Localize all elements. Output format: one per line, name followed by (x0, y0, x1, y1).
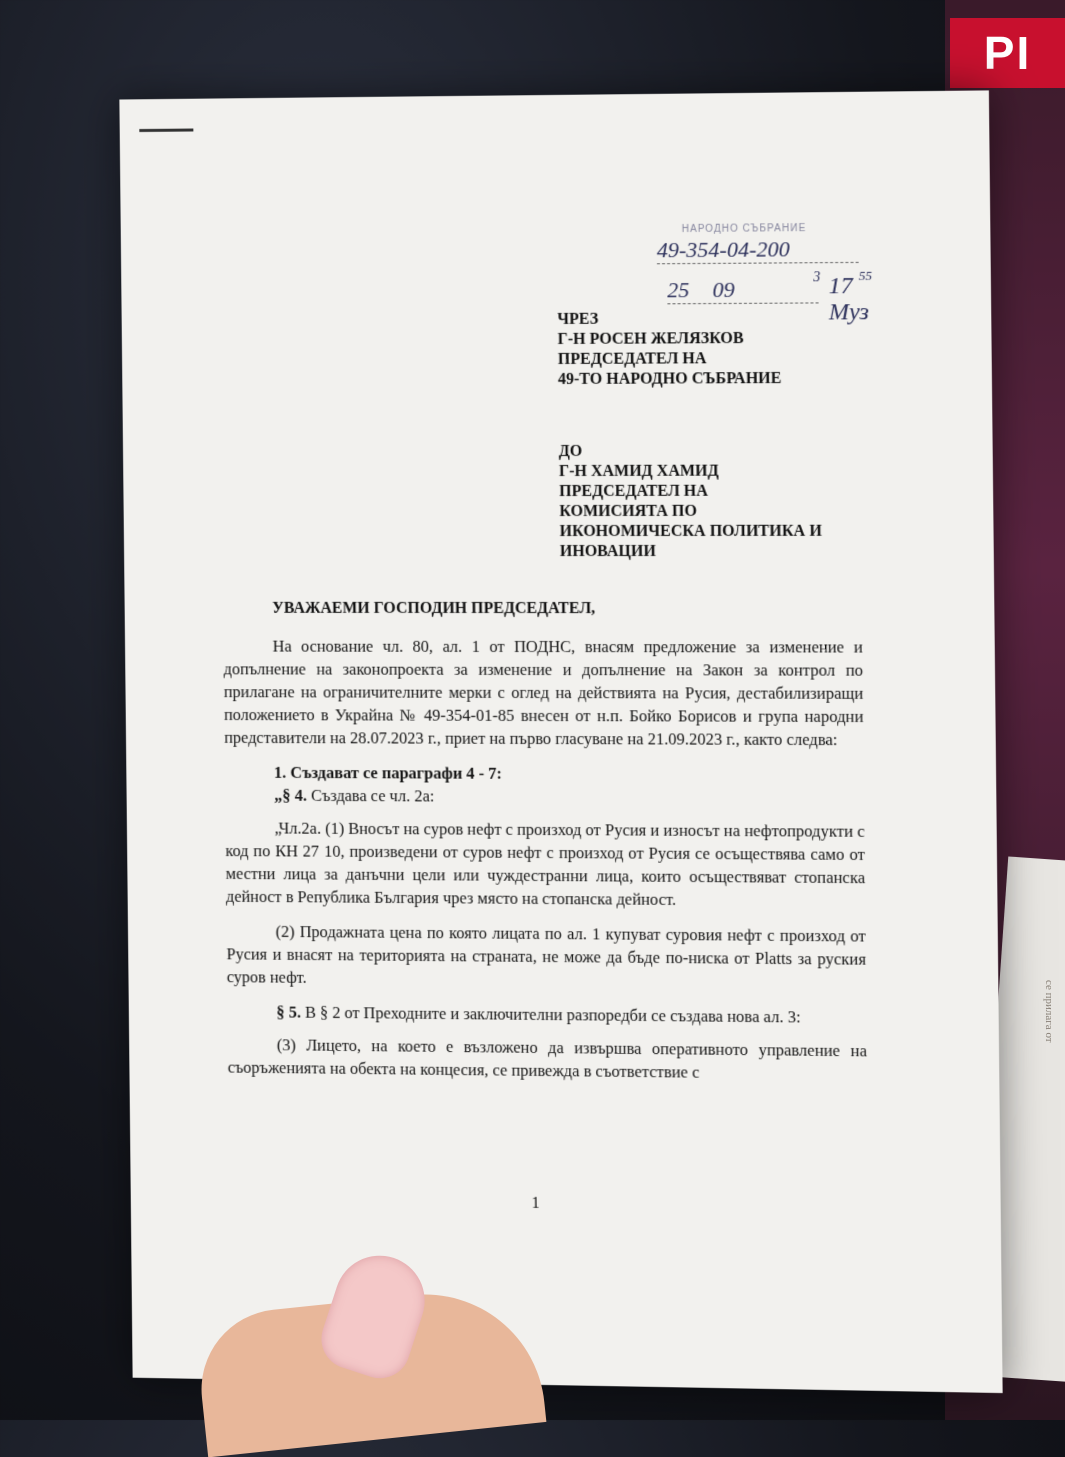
to-name: Г-Н ХАМИД ХАМИД (558, 462, 719, 481)
stamp-date-day: 25 (667, 276, 818, 304)
paragraph-4-text: Създава се чл. 2а: (306, 785, 435, 806)
to-title-2: КОМИСИЯТА ПО (559, 502, 697, 521)
stamp-reg-number: 49-354-04-200 (657, 236, 859, 265)
to-title-4: ИНОВАЦИИ (559, 542, 656, 561)
back-sheet-text: се прилага от (1043, 980, 1055, 1043)
handwritten-signature: Муз (828, 299, 870, 326)
to-title-1: ПРЕДСЕДАТЕЛ НА (559, 482, 709, 501)
paragraph-4 (225, 784, 865, 810)
via-title-2: 49-ТО НАРОДНО СЪБРАНИЕ (557, 369, 782, 388)
article-3: (3) Лицето, на което е възложено да извършва оперативното управление на съоръженията на обекта на концесия, се привежда в съответствие с (227, 1035, 868, 1082)
to-title-3: ИКОНОМИЧЕСКА ПОЛИТИКА И (559, 522, 822, 541)
paragraph-4-mark: „§ 4. (274, 785, 307, 805)
tv-logo: PI (950, 18, 1065, 88)
handwritten-minutes: 55 (858, 267, 873, 284)
page-number: 1 (531, 1194, 540, 1212)
salutation: УВАЖАЕМИ ГОСПОДИН ПРЕДСЕДАТЕЛ, (272, 599, 596, 618)
document-body (223, 635, 867, 1098)
article-2a-1: „Чл.2а. (1) Вносът на суров нефт с произход от Русия и износът на нефтопродукти с код по КН 27 10, произведени от суров нефт с произход от Русия се осъществява само от местни лица за данъчни цели или чуждестранни лица, които осъществяват стопанска дейност в Република България чрез място на стопанска дейност. (225, 818, 866, 909)
paragraph-5-mark: § 5. (276, 1002, 302, 1022)
stamp-date-month: 09 (712, 276, 735, 303)
stamp-header: НАРОДНО СЪБРАНИЕ (681, 223, 807, 236)
via-label: ЧРЕЗ (557, 310, 599, 328)
document-page (119, 90, 1002, 1393)
to-label: ДО (558, 442, 583, 460)
via-name: Г-Н РОСЕН ЖЕЛЯЗКОВ (557, 329, 744, 348)
paragraph-5-text: В § 2 от Преходните и заключителни разпоредби се създава нова ал. 3: (300, 1002, 801, 1027)
article-2a-2: (2) Продажната цена по която лицата по ал. 1 купуват суровия нефт с произход от Русия и внасят на територията на страната, не може да бъде по-ниска от Platts за руския суров нефт. (226, 921, 867, 987)
item-1: 1. Създават се параграфи 4 - 7: (273, 762, 503, 783)
stamp-date-year: 3 (813, 270, 821, 286)
handwritten-hour: 17 (828, 273, 853, 300)
address-header (557, 308, 882, 562)
via-title-1: ПРЕДСЕДАТЕЛ НА (557, 350, 707, 368)
paragraph-5 (227, 1000, 867, 1029)
intro-paragraph: На основание чл. 80, ал. 1 от ПОДНС, внасям предложение за изменение и допълнение на законопроекта за изменение и допълнение на Закон за контрол по прилагане на ограничителните мерки с оглед на действията на Русия, дестабилизиращи положението в Украйна № 49-354-01-85 внесен от н.п. Бойко Борисов и група народни представители на 28.07.2023 г., приет на първо гласуване на 21.09.2023 г., както следва: (223, 636, 864, 750)
corner-mark (139, 129, 193, 133)
